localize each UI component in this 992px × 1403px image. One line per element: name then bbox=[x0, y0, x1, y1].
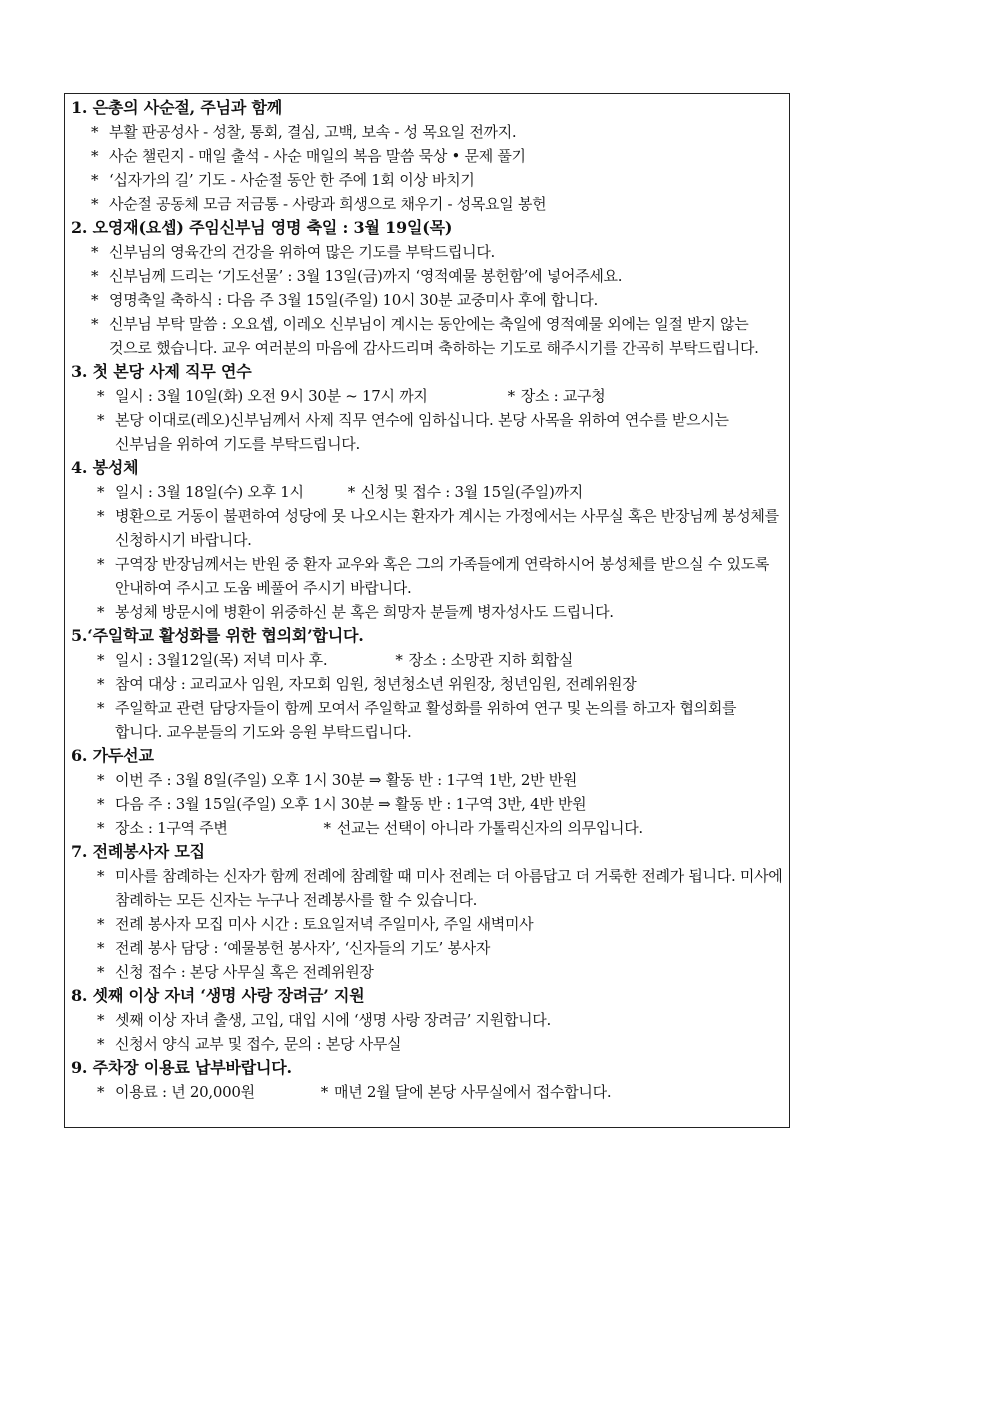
item-main-text: 주일학교 관련 담당자들이 함께 모여서 주일학교 활성화를 위하여 연구 및 논의를 하고자 협의회를 합니다. 교우분들의 기도와 응원 부탁드립니다. bbox=[115, 699, 737, 741]
item-text bbox=[115, 384, 783, 408]
bullet-marker: * bbox=[97, 387, 105, 405]
item-text bbox=[115, 768, 783, 792]
bullet-marker: * bbox=[97, 507, 105, 525]
bullet-marker: * bbox=[97, 555, 105, 573]
item-text bbox=[115, 912, 783, 936]
item-main-text: 신부님의 영육간의 건강을 위하여 많은 기도를 부탁드립니다. bbox=[109, 243, 496, 261]
section-heading: 9. 주차장 이용료 납부바랍니다. bbox=[71, 1058, 292, 1077]
notice-sections bbox=[71, 96, 783, 1104]
notice-section-9 bbox=[71, 1056, 783, 1104]
item-extra-text: 선교는 선택이 아니라 가톨릭신자의 의무입니다. bbox=[336, 819, 643, 837]
bullet-marker: * bbox=[97, 411, 105, 429]
sub-bullet-marker: * bbox=[507, 387, 515, 405]
sub-bullet-marker: * bbox=[320, 1083, 328, 1101]
item-main-text: 이번 주 : 3월 8일(주일) 오후 1시 30분 ⇒ 활동 반 : 1구역 1반, 2반 반원 bbox=[115, 771, 578, 789]
item-text bbox=[115, 408, 783, 456]
notice-item bbox=[71, 1080, 783, 1104]
bullet-marker: * bbox=[97, 1011, 105, 1029]
bullet-marker: * bbox=[97, 603, 105, 621]
notice-item bbox=[71, 696, 783, 744]
item-text bbox=[115, 1032, 783, 1056]
item-main-text: 구역장 반장님께서는 반원 중 환자 교우와 혹은 그의 가족들에게 연락하시어 봉성체를 받으실 수 있도록 안내하여 주시고 도움 베풀어 주시기 바랍니다. bbox=[115, 555, 770, 597]
item-main-text: 일시 : 3월12일(목) 저녁 미사 후. bbox=[115, 651, 328, 669]
section-heading: 1. 은총의 사순절, 주님과 함께 bbox=[71, 98, 282, 117]
notice-section-4 bbox=[71, 456, 783, 624]
notice-item bbox=[71, 288, 783, 312]
item-main-text: 부활 판공성사 - 성찰, 통회, 결심, 고백, 보속 - 성 목요일 전까지. bbox=[109, 123, 517, 141]
item-text bbox=[109, 288, 783, 312]
notice-item bbox=[71, 600, 783, 624]
notice-item bbox=[71, 120, 783, 144]
section-heading: 4. 봉성체 bbox=[71, 458, 139, 477]
item-main-text: 본당 이대로(레오)신부님께서 사제 직무 연수에 임하십니다. 본당 사목을 위하여 연수를 받으시는 신부님을 위하여 기도를 부탁드립니다. bbox=[115, 411, 729, 453]
item-text bbox=[109, 144, 783, 168]
notice-item bbox=[71, 672, 783, 696]
bullet-marker: * bbox=[97, 651, 105, 669]
sub-bullet-marker: * bbox=[323, 819, 331, 837]
notice-item bbox=[71, 264, 783, 288]
notice-item bbox=[71, 384, 783, 408]
item-extra-text: 신청 및 접수 : 3월 15일(주일)까지 bbox=[360, 483, 583, 501]
bullet-marker: * bbox=[97, 963, 105, 981]
item-text bbox=[115, 1080, 783, 1104]
item-text bbox=[115, 672, 783, 696]
item-text bbox=[115, 960, 783, 984]
bullet-marker: * bbox=[91, 267, 99, 285]
bullet-marker: * bbox=[97, 675, 105, 693]
item-text bbox=[115, 792, 783, 816]
notice-item bbox=[71, 816, 783, 840]
item-main-text: 사순 챌린지 - 매일 출석 - 사순 매일의 복음 말씀 묵상 • 문제 풀기 bbox=[109, 147, 526, 165]
notice-item bbox=[71, 912, 783, 936]
item-text bbox=[115, 936, 783, 960]
bullet-marker: * bbox=[91, 315, 99, 333]
notice-section-5 bbox=[71, 624, 783, 744]
notice-section-1 bbox=[71, 96, 783, 216]
parish-notice-box bbox=[64, 93, 790, 1128]
notice-item bbox=[71, 480, 783, 504]
notice-section-8 bbox=[71, 984, 783, 1056]
sub-bullet-marker: * bbox=[347, 483, 355, 501]
item-text bbox=[109, 192, 783, 216]
notice-item bbox=[71, 144, 783, 168]
notice-section-7 bbox=[71, 840, 783, 984]
bullet-marker: * bbox=[91, 147, 99, 165]
notice-item bbox=[71, 240, 783, 264]
item-main-text: 일시 : 3월 10일(화) 오전 9시 30분 ~ 17시 까지 bbox=[115, 387, 428, 405]
item-main-text: 신부님 부탁 말씀 : 오요셉, 이레오 신부님이 계시는 동안에는 축일에 영적예물 외에는 일절 받지 않는 것으로 했습니다. 교우 여러분의 마음에 감사드리며 축하하는 기도로 해주시기를 간곡히 부탁드립니다. bbox=[109, 315, 759, 357]
bullet-marker: * bbox=[97, 819, 105, 837]
item-main-text: 병환으로 거동이 불편하여 성당에 못 나오시는 환자가 계시는 가정에서는 사무실 혹은 반장님께 봉성체를 신청하시기 바랍니다. bbox=[115, 507, 779, 549]
notice-item bbox=[71, 312, 783, 360]
bullet-marker: * bbox=[91, 243, 99, 261]
notice-item bbox=[71, 768, 783, 792]
bullet-marker: * bbox=[97, 939, 105, 957]
section-heading: 6. 가두선교 bbox=[71, 746, 154, 765]
bullet-marker: * bbox=[97, 1035, 105, 1053]
bullet-marker: * bbox=[91, 195, 99, 213]
item-text bbox=[109, 312, 783, 360]
item-main-text: 전례 봉사 담당 : ‘예물봉헌 봉사자’, ‘신자들의 기도’ 봉사자 bbox=[115, 939, 491, 957]
sub-bullet-marker: * bbox=[395, 651, 403, 669]
bullet-marker: * bbox=[97, 699, 105, 717]
item-main-text: 미사를 참례하는 신자가 함께 전례에 참례할 때 미사 전례는 더 아름답고 더 거룩한 전례가 됩니다. 미사에 참례하는 모든 신자는 누구나 전례봉사를 할 수 있습니다. bbox=[115, 867, 783, 909]
notice-item bbox=[71, 192, 783, 216]
item-main-text: 셋째 이상 자녀 출생, 고입, 대입 시에 ‘생명 사랑 장려금’ 지원합니다. bbox=[115, 1011, 551, 1029]
section-heading: 5.‘주일학교 활성화를 위한 협의회’합니다. bbox=[71, 626, 364, 645]
bullet-marker: * bbox=[97, 867, 105, 885]
item-extra-text: 매년 2월 달에 본당 사무실에서 접수합니다. bbox=[334, 1083, 612, 1101]
item-main-text: 전례 봉사자 모집 미사 시간 : 토요일저녁 주일미사, 주일 새벽미사 bbox=[115, 915, 534, 933]
item-main-text: 봉성체 방문시에 병환이 위중하신 분 혹은 희망자 분들께 병자성사도 드립니다. bbox=[115, 603, 614, 621]
notice-item bbox=[71, 864, 783, 912]
notice-item bbox=[71, 504, 783, 552]
notice-item bbox=[71, 1032, 783, 1056]
bullet-marker: * bbox=[97, 1083, 105, 1101]
notice-item bbox=[71, 168, 783, 192]
item-main-text: 신부님께 드리는 ‘기도선물’ : 3월 13일(금)까지 ‘영적예물 봉헌함’에 넣어주세요. bbox=[109, 267, 623, 285]
bullet-marker: * bbox=[97, 771, 105, 789]
item-extra-text: 장소 : 소망관 지하 회합실 bbox=[408, 651, 574, 669]
item-extra-text: 장소 : 교구청 bbox=[520, 387, 606, 405]
item-main-text: 영명축일 축하식 : 다음 주 3월 15일(주일) 10시 30분 교중미사 후에 합니다. bbox=[109, 291, 598, 309]
bullet-marker: * bbox=[97, 795, 105, 813]
notice-item bbox=[71, 552, 783, 600]
section-heading: 2. 오영재(요셉) 주임신부님 영명 축일 : 3월 19일(목) bbox=[71, 218, 453, 237]
notice-item bbox=[71, 648, 783, 672]
item-main-text: 다음 주 : 3월 15일(주일) 오후 1시 30분 ⇒ 활동 반 : 1구역 3반, 4반 반원 bbox=[115, 795, 587, 813]
section-heading: 7. 전례봉사자 모집 bbox=[71, 842, 205, 861]
bullet-marker: * bbox=[91, 123, 99, 141]
item-text bbox=[109, 240, 783, 264]
notice-item bbox=[71, 1008, 783, 1032]
notice-section-2 bbox=[71, 216, 783, 360]
item-text bbox=[115, 480, 783, 504]
item-main-text: 장소 : 1구역 주변 bbox=[115, 819, 228, 837]
item-main-text: ‘십자가의 길’ 기도 - 사순절 동안 한 주에 1회 이상 바치기 bbox=[109, 171, 475, 189]
section-heading: 3. 첫 본당 사제 직무 연수 bbox=[71, 362, 252, 381]
item-main-text: 사순절 공동체 모금 저금통 - 사랑과 희생으로 채우기 - 성목요일 봉헌 bbox=[109, 195, 547, 213]
notice-item bbox=[71, 936, 783, 960]
notice-item bbox=[71, 792, 783, 816]
item-text bbox=[115, 600, 783, 624]
item-main-text: 일시 : 3월 18일(수) 오후 1시 bbox=[115, 483, 304, 501]
item-text bbox=[109, 120, 783, 144]
bullet-marker: * bbox=[91, 171, 99, 189]
item-text bbox=[115, 504, 783, 552]
notice-section-3 bbox=[71, 360, 783, 456]
item-main-text: 참여 대상 : 교리교사 임원, 자모회 임원, 청년청소년 위원장, 청년임원, 전례위원장 bbox=[115, 675, 637, 693]
notice-item bbox=[71, 960, 783, 984]
notice-section-6 bbox=[71, 744, 783, 840]
item-text bbox=[115, 816, 783, 840]
bullet-marker: * bbox=[97, 915, 105, 933]
item-main-text: 신청 접수 : 본당 사무실 혹은 전례위원장 bbox=[115, 963, 374, 981]
item-text bbox=[109, 264, 783, 288]
item-main-text: 신청서 양식 교부 및 접수, 문의 : 본당 사무실 bbox=[115, 1035, 402, 1053]
item-main-text: 이용료 : 년 20,000원 bbox=[115, 1083, 255, 1101]
section-heading: 8. 셋째 이상 자녀 ‘생명 사랑 장려금’ 지원 bbox=[71, 986, 365, 1005]
item-text bbox=[109, 168, 783, 192]
item-text bbox=[115, 864, 783, 912]
notice-item bbox=[71, 408, 783, 456]
item-text bbox=[115, 552, 783, 600]
bullet-marker: * bbox=[91, 291, 99, 309]
item-text bbox=[115, 696, 783, 744]
bullet-marker: * bbox=[97, 483, 105, 501]
item-text bbox=[115, 1008, 783, 1032]
item-text bbox=[115, 648, 783, 672]
